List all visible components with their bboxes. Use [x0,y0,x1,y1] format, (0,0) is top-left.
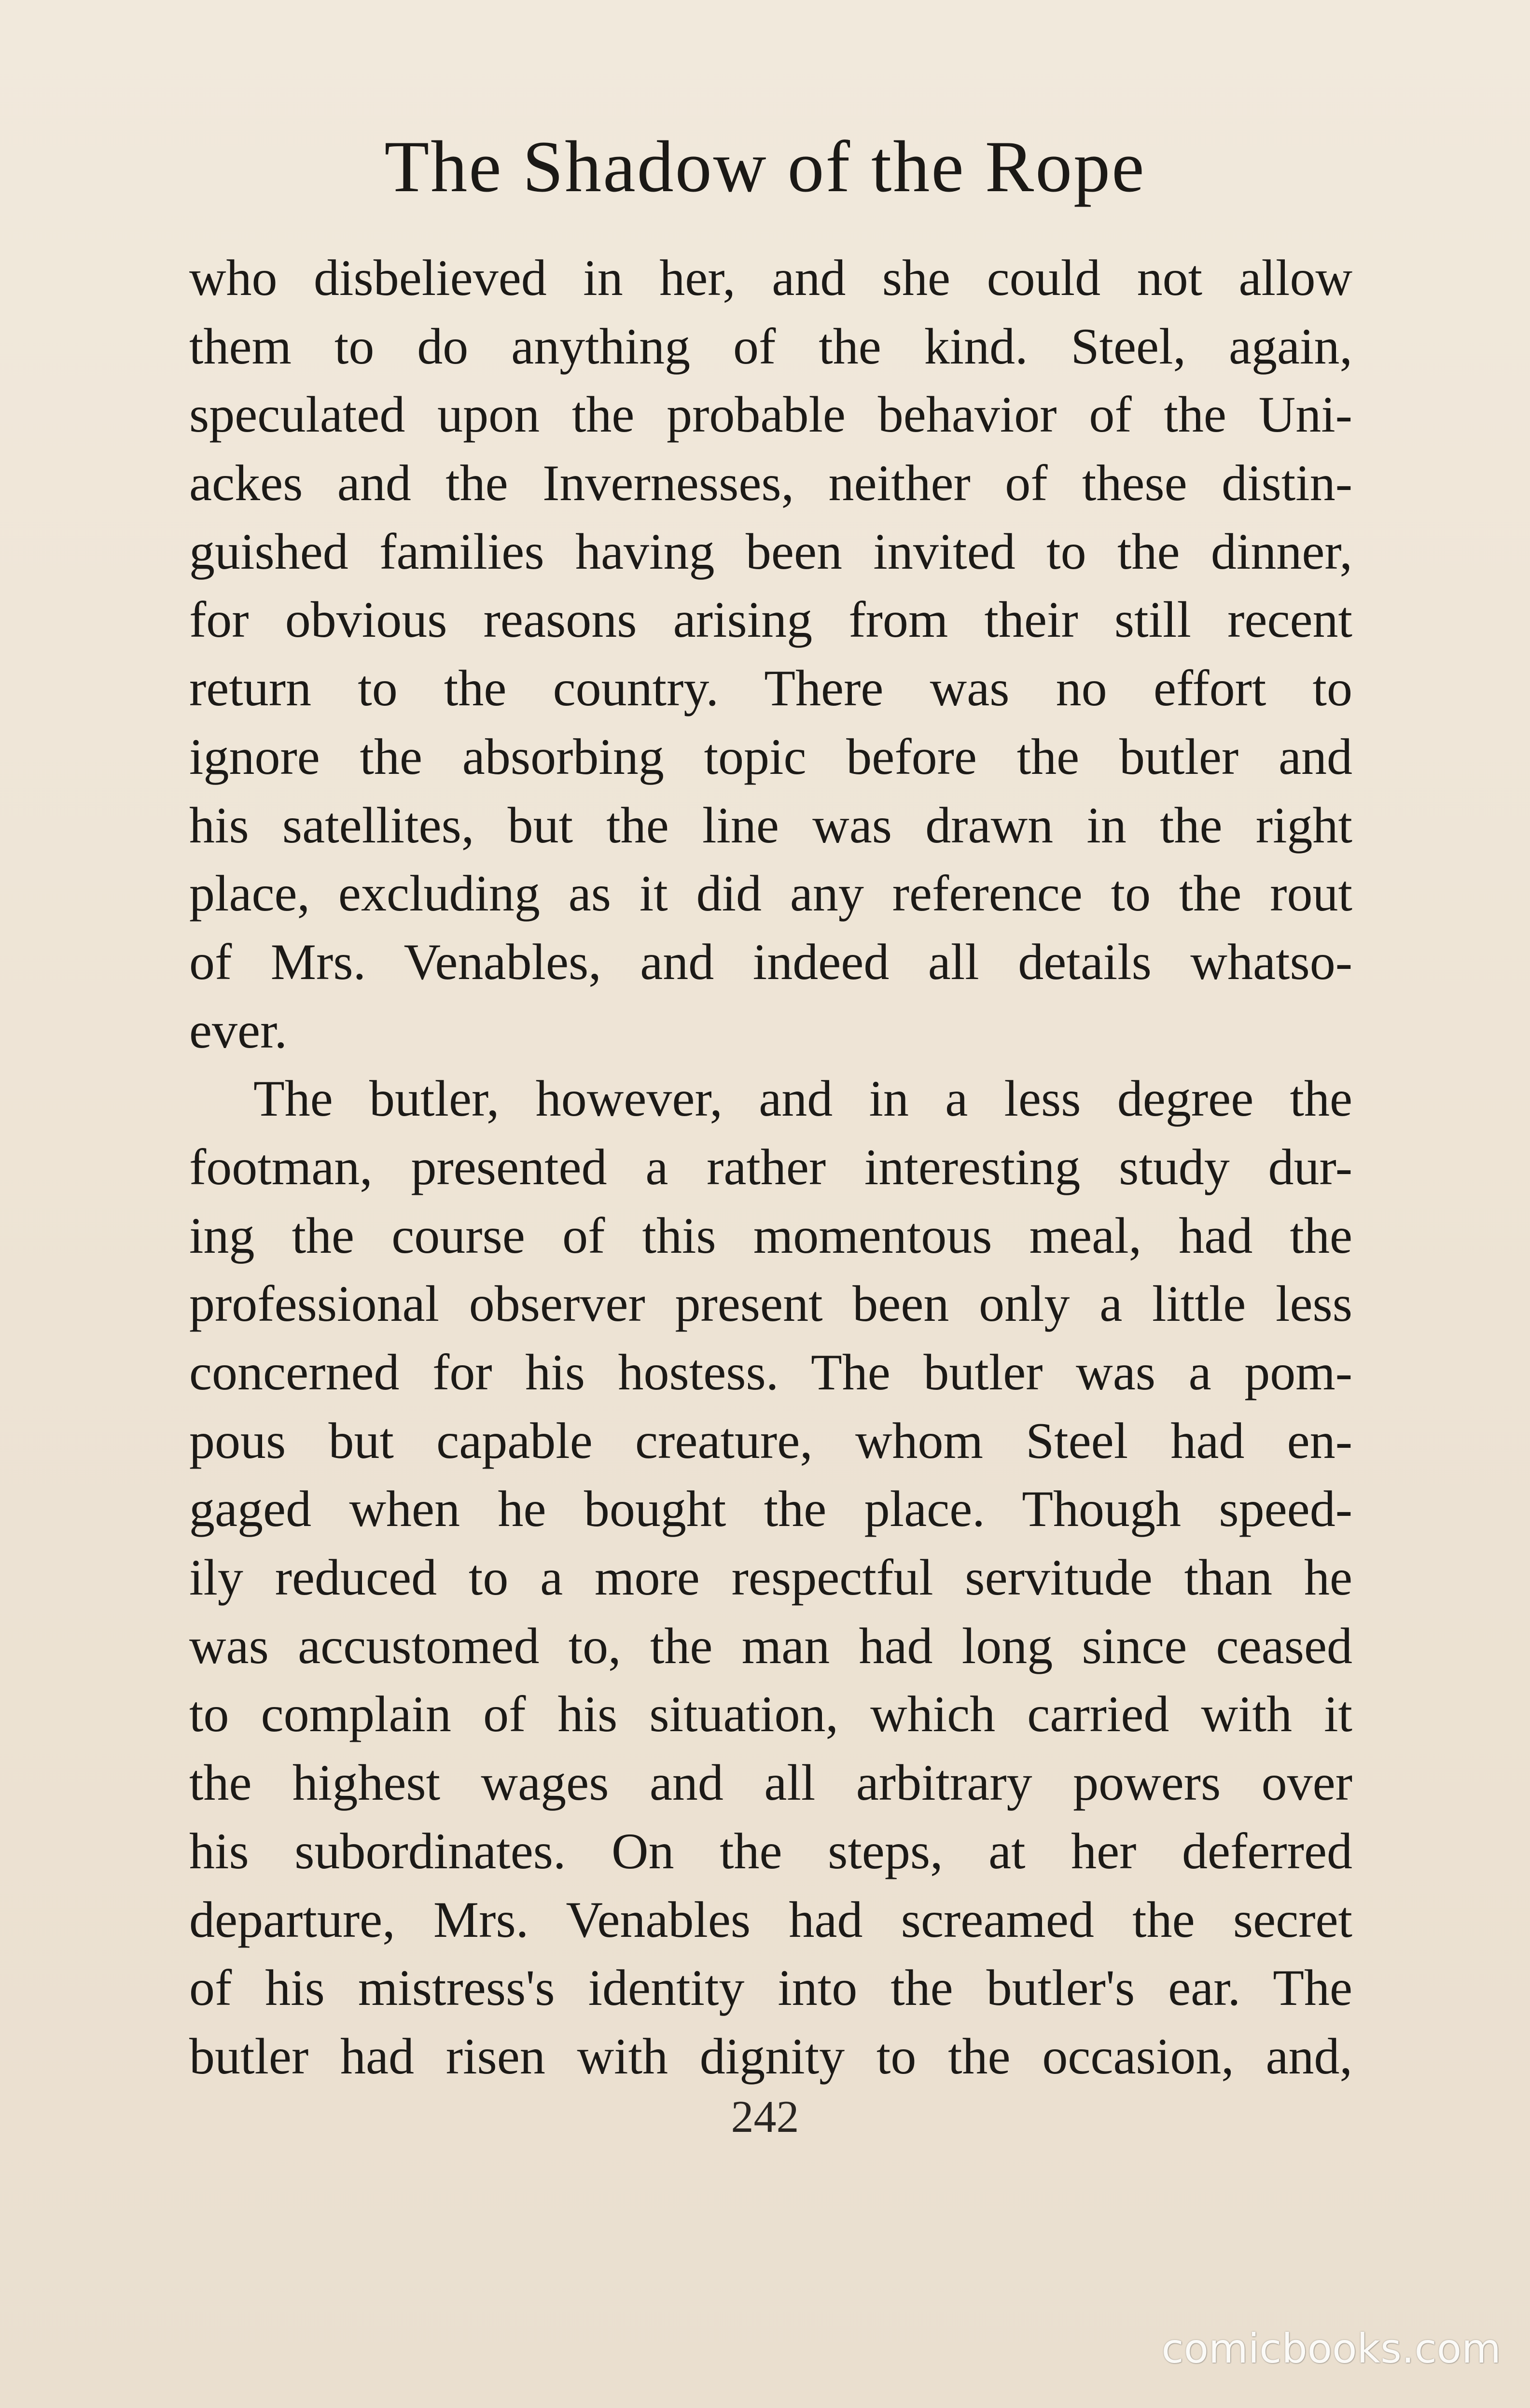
text-line: butler had risen with dignity to the occasion, and, [189,2028,1352,2085]
text-line: ing the course of this momentous meal, had the [189,1207,1352,1264]
text-line: ackes and the Invernesses, neither of these distin- [189,455,1352,512]
text-line: ily reduced to a more respectful servitude than he [189,1549,1352,1606]
text-line: who disbelieved in her, and she could not allow [189,250,1352,306]
text-line: pous but capable creature, whom Steel had en- [189,1412,1352,1469]
body-text [189,244,1352,2091]
text-line: of his mistress's identity into the butler's ear. The [189,1960,1352,2016]
text-line: professional observer present been only a little less [189,1275,1352,1332]
text-line: his satellites, but the line was drawn in the right [189,797,1352,854]
text-line: ignore the absorbing topic before the butler and [189,728,1352,785]
text-line: speculated upon the probable behavior of the Uni- [189,386,1352,443]
text-line: to complain of his situation, which carried with it [189,1686,1352,1743]
text-line: the highest wages and all arbitrary powers over [189,1754,1352,1811]
page-number: 242 [731,2092,799,2142]
text-line: place, excluding as it did any reference to the rout [189,865,1352,922]
text-line: his subordinates. On the steps, at her deferred [189,1822,1352,1879]
watermark: comicbooks.com [1161,2325,1501,2372]
text-line: return to the country. There was no effort to [189,660,1352,717]
text-line: was accustomed to, the man had long since ceased [189,1617,1352,1674]
text-line: footman, presented a rather interesting study dur- [189,1138,1352,1195]
text-line: departure, Mrs. Venables had screamed the secret [189,1891,1352,1948]
text-line: of Mrs. Venables, and indeed all details whatso- [189,933,1352,990]
text-line: gaged when he bought the place. Though speed- [189,1481,1352,1538]
text-line: ever. [189,1002,288,1059]
paragraph [189,1064,1352,2090]
paragraph [189,244,1352,1064]
text-line: for obvious reasons arising from their still recent [189,591,1352,648]
running-head: The Shadow of the Rope [384,126,1146,207]
text-line: concerned for his hostess. The butler was a pom- [189,1344,1352,1400]
text-line: them to do anything of the kind. Steel, again, [189,318,1352,375]
text-line: guished families having been invited to the dinner, [189,523,1352,580]
text-line: The butler, however, and in a less degree the [253,1070,1352,1127]
